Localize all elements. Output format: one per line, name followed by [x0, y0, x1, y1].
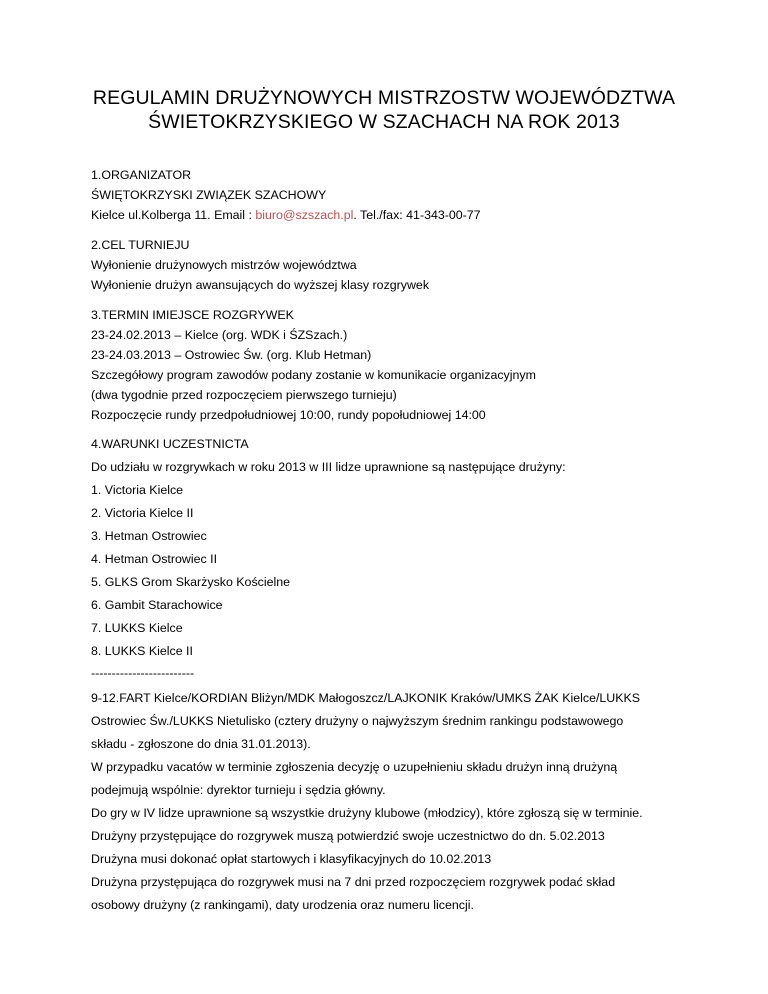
team-list-item: 7. LUKKS Kielce [91, 621, 183, 635]
schedule-line: Szczegółowy program zawodów podany zostanie w komunikacie organizacyjnym [91, 368, 536, 382]
schedule-line: Rozpoczęcie rundy przedpołudniowej 10:00, rundy popołudniowej 14:00 [91, 408, 486, 422]
organizer-address [91, 205, 711, 225]
conditions-paragraph-line: Ostrowiec Św./LUKKS Nietulisko (cztery drużyny o najwyższym średnim rankingu podstawowego [91, 714, 624, 728]
goal-line: Wyłonienie drużynowych mistrzów województwa [91, 258, 357, 272]
spacer [91, 225, 711, 235]
team-list-item: 8. LUKKS Kielce II [91, 644, 193, 658]
conditions-paragraph-line: 9-12.FART Kielce/KORDIAN Bliżyn/MDK Małogoszcz/LAJKONIK Kraków/UMKS ŻAK Kielce/LUKKS [91, 691, 641, 705]
title-line-1: REGULAMIN DRUŻYNOWYCH MISTRZOSTW WOJEWÓDZTWA [92, 87, 676, 109]
team-list-item: 2. Victoria Kielce II [91, 506, 194, 520]
section-heading-schedule: 3.TERMIN IMIEJSCE ROZGRYWEK [91, 308, 294, 322]
team-list-item: 4. Hetman Ostrowiec II [91, 552, 218, 566]
conditions-intro: Do udziału w rozgrywkach w roku 2013 w III lidze uprawnione są następujące drużyny: [91, 460, 566, 474]
email-link[interactable]: biuro@szszach.pl [255, 208, 354, 222]
goal-line: Wyłonienie drużyn awansujących do wyższej klasy rozgrywek [91, 278, 430, 292]
organizer-name: ŚWIĘTOKRZYSKI ZWIĄZEK SZACHOWY [91, 188, 327, 202]
conditions-paragraph-line: Drużyny przystępujące do rozgrywek muszą potwierdzić swoje uczestnictwo do dn. 5.02.2013 [91, 829, 605, 843]
conditions-paragraph-line: Drużyna musi dokonać opłat startowych i klasyfikacyjnych do 10.02.2013 [91, 852, 492, 866]
conditions-paragraph-line: osobowy drużyny (z rankingami), daty urodzenia oraz numeru licencji. [91, 898, 474, 912]
conditions-paragraph-line: W przypadku vacatów w terminie zgłoszenia decyzję o uzupełnieniu składu drużyn inną drużyną [91, 760, 618, 774]
conditions-paragraph-line: Do gry w IV lidze uprawnione są wszystkie drużyny klubowe (młodzicy), które zgłoszą się w terminie. [91, 806, 643, 820]
section-heading-goal: 2.CEL TURNIEJU [91, 238, 190, 252]
document-body [91, 165, 711, 917]
conditions-paragraph-line: Drużyna przystępująca do rozgrywek musi na 7 dni przed rozpoczęciem rozgrywek podać skład [91, 875, 616, 889]
address-suffix: . Tel./fax: 41-343-00-77 [353, 208, 481, 222]
separator-line: ------------------------- [91, 666, 195, 680]
schedule-line: 23-24.02.2013 – Kielce (org. WDK i ŚZSzach.) [91, 328, 348, 342]
team-list-item: 3. Hetman Ostrowiec [91, 529, 207, 543]
address-prefix: Kielce ul.Kolberga 11. Email : [91, 208, 256, 222]
conditions-paragraph-line: podejmują wspólnie: dyrektor turnieju i sędzia główny. [91, 783, 386, 797]
title-line-2: ŚWIETOKRZYSKIEGO W SZACHACH NA ROK 2013 [148, 111, 620, 133]
section-heading-conditions: 4.WARUNKI UCZESTNICTA [91, 437, 249, 451]
schedule-line: (dwa tygodnie przed rozpoczęciem pierwszego turnieju) [91, 388, 397, 402]
conditions-paragraph-line: składu - zgłoszone do dnia 31.01.2013). [91, 737, 311, 751]
schedule-line: 23-24.03.2013 – Ostrowiec Św. (org. Klub Hetman) [91, 348, 372, 362]
spacer [91, 425, 711, 433]
team-list-item: 6. Gambit Starachowice [91, 598, 223, 612]
document-title [60, 86, 708, 134]
section-heading-organizer: 1.ORGANIZATOR [91, 168, 192, 182]
spacer [91, 295, 711, 305]
team-list-item: 5. GLKS Grom Skarżysko Kościelne [91, 575, 291, 589]
team-list-item: 1. Victoria Kielce [91, 483, 184, 497]
